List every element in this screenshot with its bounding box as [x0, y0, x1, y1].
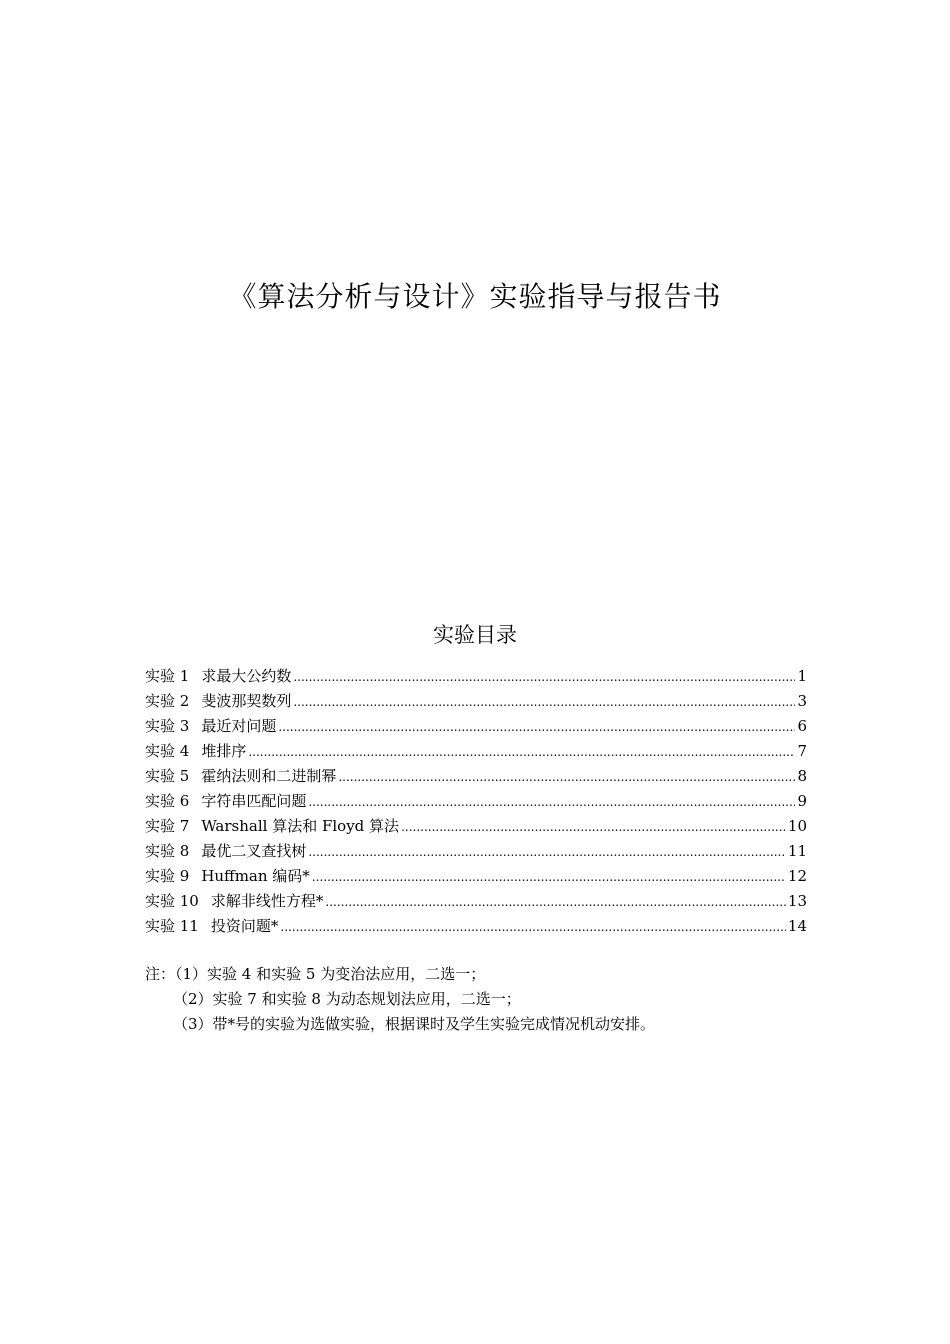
toc-entry-number: 实验 6	[145, 792, 190, 810]
toc-entry-page: 10	[787, 817, 807, 835]
dot-leader	[293, 690, 795, 714]
toc-entry[interactable]	[145, 914, 807, 939]
toc-entry-number: 实验 9	[145, 867, 190, 885]
toc-entry-title: 霍纳法则和二进制幂	[201, 767, 337, 785]
table-of-contents	[145, 664, 807, 939]
toc-entry-title: Warshall 算法和 Floyd 算法	[201, 817, 400, 835]
toc-entry[interactable]	[145, 814, 807, 839]
toc-entry-page: 3	[797, 692, 807, 710]
toc-entry[interactable]	[145, 689, 807, 714]
toc-entry-title: 堆排序	[201, 742, 247, 760]
toc-entry[interactable]	[145, 839, 807, 864]
toc-entry-number: 实验 5	[145, 767, 190, 785]
dot-leader	[293, 665, 795, 689]
dot-leader	[308, 840, 786, 864]
toc-entry-number: 实验 3	[145, 717, 190, 735]
toc-entry[interactable]	[145, 889, 807, 914]
toc-entry-page: 1	[797, 667, 807, 685]
toc-entry-page: 13	[787, 892, 807, 910]
note-line: （3）带*号的实验为选做实验，根据课时及学生实验完成情况机动安排。	[173, 1015, 656, 1033]
document-title: 《算法分析与设计》实验指导与报告书	[228, 279, 722, 313]
dot-leader	[278, 715, 795, 739]
toc-entry-number: 实验 1	[145, 667, 190, 685]
toc-entry-page: 12	[787, 867, 807, 885]
note-line: 注：（1）实验 4 和实验 5 为变治法应用，二选一；	[145, 965, 486, 983]
toc-entry-title: 最优二叉查找树	[201, 842, 307, 860]
toc-entry-title: 求解非线性方程*	[210, 892, 324, 910]
dot-leader	[308, 790, 795, 814]
dot-leader	[280, 915, 786, 939]
toc-entry-number: 实验 10	[145, 892, 199, 910]
toc-entry[interactable]	[145, 714, 807, 739]
toc-entry-page: 9	[797, 792, 807, 810]
toc-entry-number: 实验 11	[145, 917, 199, 935]
toc-entry-title: 字符串匹配问题	[201, 792, 307, 810]
toc-entry[interactable]	[145, 864, 807, 889]
toc-entry[interactable]	[145, 739, 807, 764]
toc-entry-title: 斐波那契数列	[201, 692, 292, 710]
toc-entry-number: 实验 7	[145, 817, 190, 835]
dot-leader	[325, 890, 786, 914]
toc-entry-page: 14	[787, 917, 807, 935]
dot-leader	[338, 765, 795, 789]
toc-entry-page: 7	[797, 742, 807, 760]
toc-entry-page: 8	[797, 767, 807, 785]
dot-leader	[312, 865, 786, 889]
note-line: （2）实验 7 和实验 8 为动态规划法应用，二选一；	[173, 990, 521, 1008]
toc-entry-number: 实验 8	[145, 842, 190, 860]
toc-entry-number: 实验 2	[145, 692, 190, 710]
dot-leader	[248, 740, 795, 764]
toc-entry[interactable]	[145, 789, 807, 814]
toc-entry-title: Huffman 编码*	[201, 867, 310, 885]
toc-entry-number: 实验 4	[145, 742, 190, 760]
toc-entry-page: 11	[787, 842, 807, 860]
toc-entry-title: 投资问题*	[210, 917, 279, 935]
notes	[145, 962, 845, 1037]
toc-entry-title: 最近对问题	[201, 717, 277, 735]
dot-leader	[401, 815, 786, 839]
toc-entry-page: 6	[797, 717, 807, 735]
toc-entry[interactable]	[145, 764, 807, 789]
toc-entry-title: 求最大公约数	[201, 667, 292, 685]
toc-entry[interactable]	[145, 664, 807, 689]
toc-title: 实验目录	[433, 623, 517, 647]
